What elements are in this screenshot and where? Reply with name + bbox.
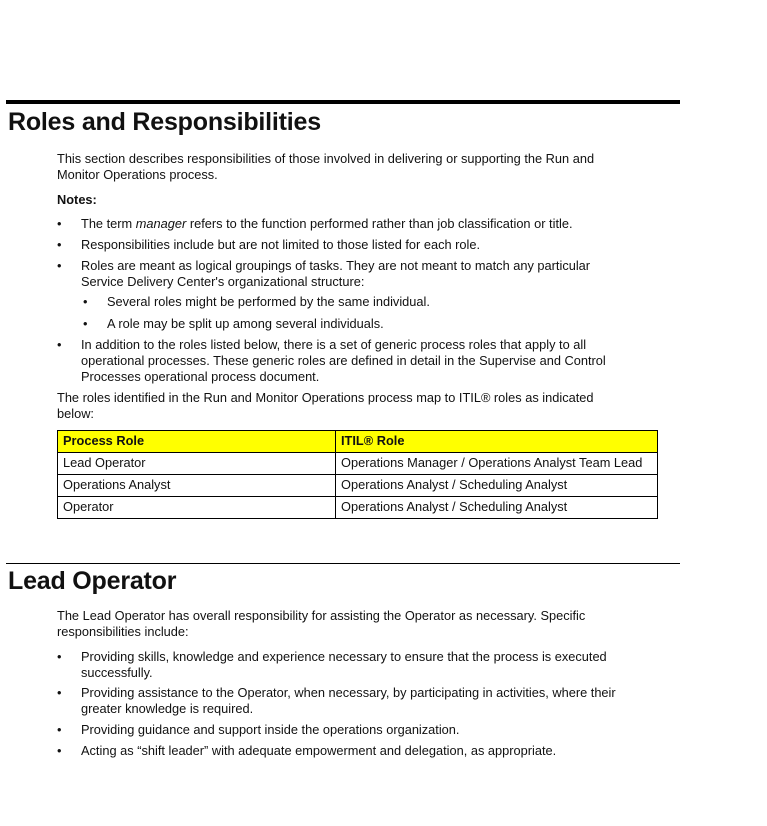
section-title-lead-operator: Lead Operator bbox=[8, 567, 177, 595]
table-header-row bbox=[58, 431, 658, 453]
section-rule-thick bbox=[6, 100, 680, 104]
note1-em: manager bbox=[135, 216, 187, 231]
r3-text: Providing guidance and support inside the operations organization. bbox=[81, 722, 460, 737]
note4-line-1: In addition to the roles listed below, there is a set of generic process roles that apply to all bbox=[81, 337, 587, 352]
note1-prefix: The term bbox=[81, 216, 136, 231]
notes-label: Notes: bbox=[57, 192, 97, 207]
bullet: • bbox=[57, 649, 62, 664]
note1-suffix: refers to the function performed rather than job classification or title. bbox=[186, 216, 573, 231]
cell-process-role: Lead Operator bbox=[58, 453, 336, 475]
map-line-1: The roles identified in the Run and Monitor Operations process map to ITIL® roles as indicated bbox=[57, 390, 594, 405]
r2-line-1: Providing assistance to the Operator, when necessary, by participating in activities, where their bbox=[81, 685, 616, 700]
note4-line-3: Processes operational process document. bbox=[81, 369, 320, 384]
note4-line-2: operational processes. These generic roles are defined in detail in the Supervise and Control bbox=[81, 353, 606, 368]
header-itil-role: ITIL® Role bbox=[336, 431, 658, 453]
table-row bbox=[58, 497, 658, 519]
bullet: • bbox=[57, 337, 62, 352]
header-process-role: Process Role bbox=[58, 431, 336, 453]
note3-line-1: Roles are meant as logical groupings of tasks. They are not meant to match any particular bbox=[81, 258, 591, 273]
cell-process-role: Operations Analyst bbox=[58, 475, 336, 497]
section-rule-thin bbox=[6, 563, 680, 564]
sub-bullet: • bbox=[83, 294, 88, 309]
note2-text: Responsibilities include but are not limited to those listed for each role. bbox=[81, 237, 481, 252]
map-line-2: below: bbox=[57, 406, 94, 421]
mapping-paragraph bbox=[57, 390, 594, 422]
intro-line-1: This section describes responsibilities of those involved in delivering or supporting the Run and bbox=[57, 151, 595, 166]
table-row bbox=[58, 453, 658, 475]
roles-mapping-table bbox=[57, 430, 658, 519]
bullet: • bbox=[57, 258, 62, 273]
cell-itil-role: Operations Analyst / Scheduling Analyst bbox=[336, 475, 658, 497]
sub2-text: A role may be split up among several individuals. bbox=[107, 316, 384, 331]
table-row bbox=[58, 475, 658, 497]
r1-line-2: successfully. bbox=[81, 665, 153, 680]
r1-line-1: Providing skills, knowledge and experience necessary to ensure that the process is executed bbox=[81, 649, 607, 664]
bullet: • bbox=[57, 722, 62, 737]
section-title-roles: Roles and Responsibilities bbox=[8, 108, 321, 136]
cell-process-role: Operator bbox=[58, 497, 336, 519]
bullet: • bbox=[57, 237, 62, 252]
r4-text: Acting as “shift leader” with adequate empowerment and delegation, as appropriate. bbox=[81, 743, 557, 758]
cell-itil-role: Operations Manager / Operations Analyst Team Lead bbox=[336, 453, 658, 475]
bullet: • bbox=[57, 216, 62, 231]
lead-intro-paragraph bbox=[57, 608, 585, 640]
intro-line-2: Monitor Operations process. bbox=[57, 167, 218, 182]
lead-operator-body bbox=[57, 608, 669, 768]
sub-bullet: • bbox=[83, 316, 88, 331]
roles-section-body bbox=[57, 151, 669, 421]
note3-line-2: Service Delivery Center's organizational structure: bbox=[81, 274, 365, 289]
sub1-text: Several roles might be performed by the same individual. bbox=[107, 294, 430, 309]
intro-paragraph bbox=[57, 151, 594, 183]
cell-itil-role: Operations Analyst / Scheduling Analyst bbox=[336, 497, 658, 519]
lead-intro-line-2: responsibilities include: bbox=[57, 624, 189, 639]
bullet: • bbox=[57, 743, 62, 758]
r2-line-2: greater knowledge is required. bbox=[81, 701, 254, 716]
bullet: • bbox=[57, 685, 62, 700]
lead-intro-line-1: The Lead Operator has overall responsibility for assisting the Operator as necessary. Specific bbox=[57, 608, 586, 623]
